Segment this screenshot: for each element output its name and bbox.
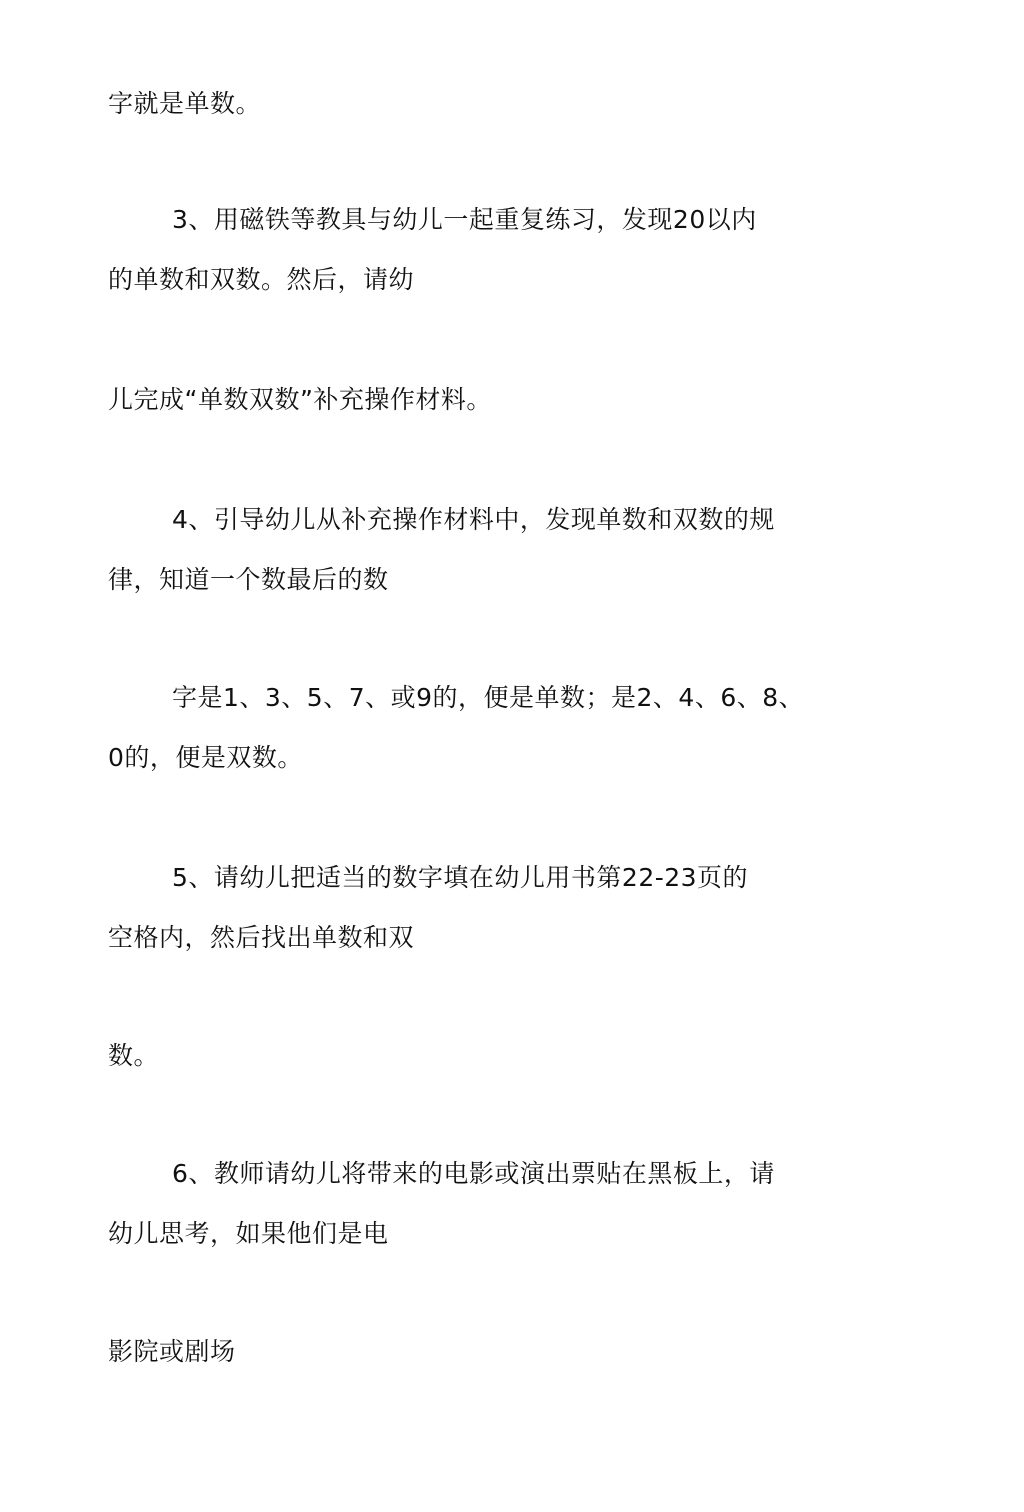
text-line: 字是1、3、5、7、或9的，便是单数；是2、4、6、8、 xyxy=(172,683,805,712)
text-line: 影院或剧场 xyxy=(108,1337,236,1366)
text-line: 3、用磁铁等教具与幼儿一起重复练习，发现20以内 xyxy=(172,205,757,234)
text-line: 的单数和双数。然后，请幼 xyxy=(108,265,415,294)
text-line: 4、引导幼儿从补充操作材料中，发现单数和双数的规 xyxy=(172,505,775,534)
text-line: 6、教师请幼儿将带来的电影或演出票贴在黑板上，请 xyxy=(172,1159,775,1188)
text-line: 0的，便是双数。 xyxy=(108,743,303,772)
text-line: 律，知道一个数最后的数 xyxy=(108,565,389,594)
text-line: 幼儿思考，如果他们是电 xyxy=(108,1219,389,1248)
text-line: 5、请幼儿把适当的数字填在幼儿用书第22-23页的 xyxy=(172,863,749,892)
text-line: 字就是单数。 xyxy=(108,89,262,118)
text-line: 数。 xyxy=(108,1041,160,1070)
text-line: 儿完成“单数双数”补充操作材料。 xyxy=(108,385,492,414)
text-line: 空格内，然后找出单数和双 xyxy=(108,923,415,952)
